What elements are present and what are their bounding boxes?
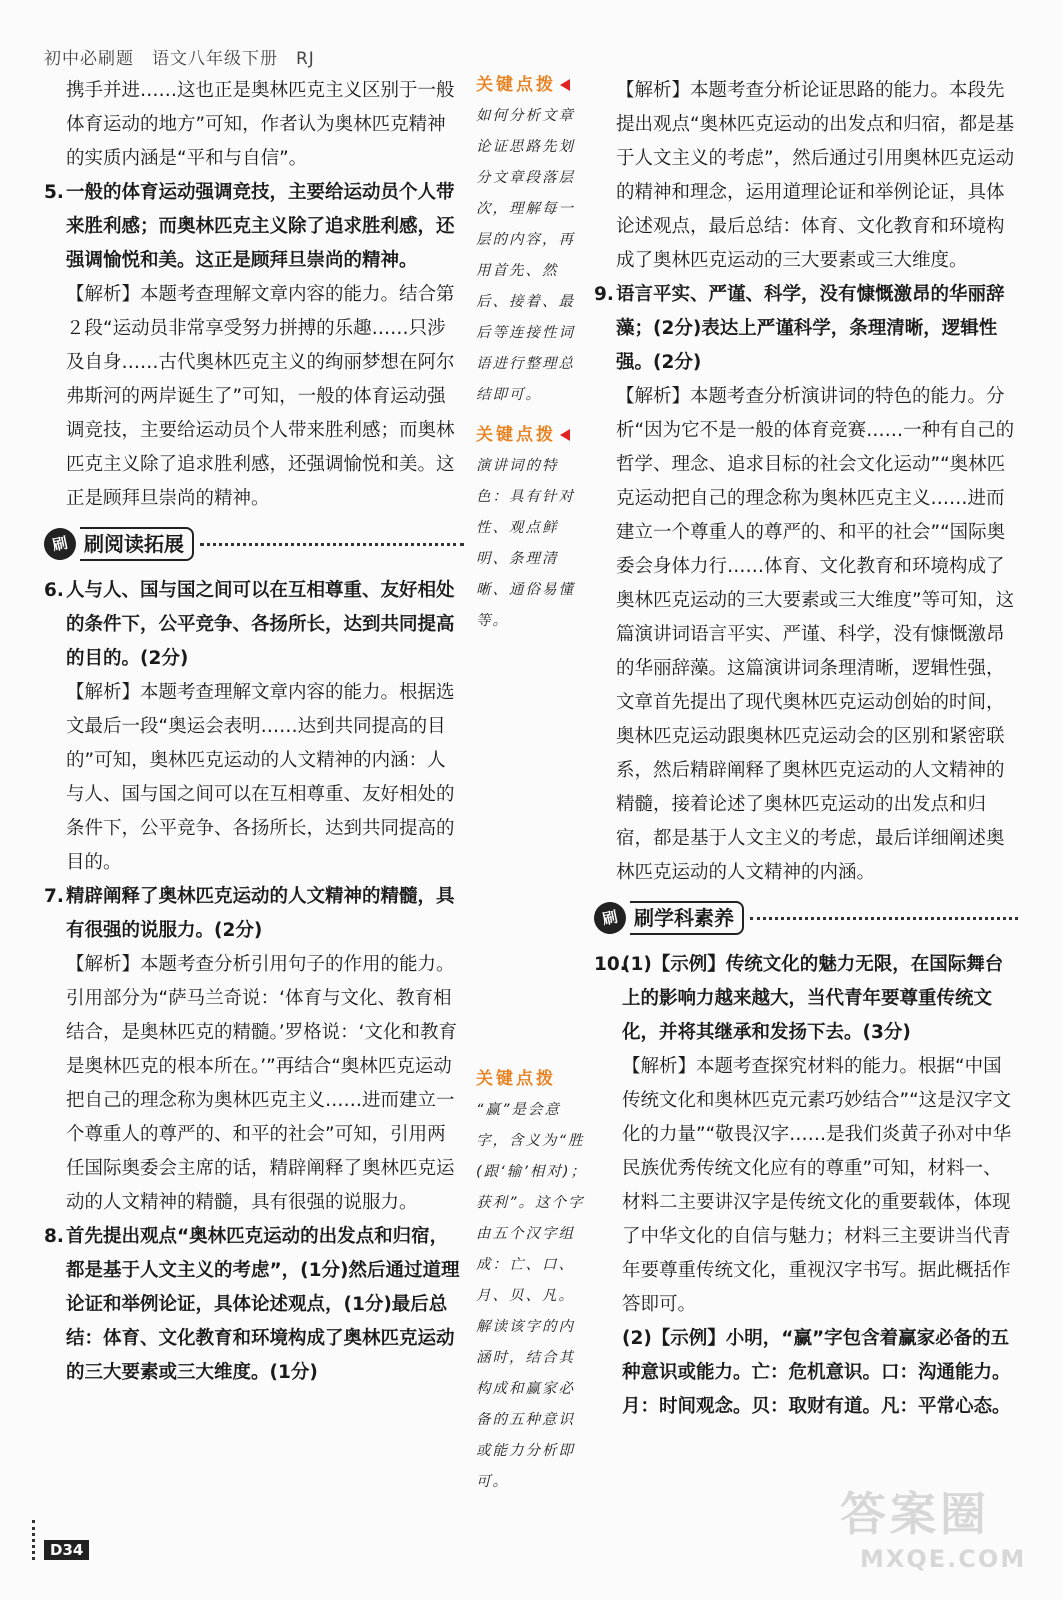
page-footer	[44, 1540, 89, 1560]
page-margin-dots	[32, 1520, 38, 1560]
q8-analysis: 【解析】本题考查分析论证思路的能力。本段先提出观点“奥林匹克运动的出发点和归宿，都是基于人文主义的考虑”，然后通过引用奥林匹克运动的精神和理念，运用道理论证和举例论证，具体论述观点，最后总结：体育、文化教育和环境构成了奥林匹克运动的三大要素或三大维度。	[616, 80, 1015, 271]
section-reading-extension	[44, 524, 464, 564]
q5-analysis: 【解析】本题考查理解文章内容的能力。结合第２段“运动员非常享受努力拼搏的乐趣……只涉及自身……古代奥林匹克主义的绚丽梦想在阿尔弗斯河的两岸诞生了”可知，一般的体育运动强调竞技，主要给运动员个人带来胜利感；而奥林匹克主义除了追求胜利感，还强调愉悦和美。这正是顾拜旦崇尚的精神。	[66, 284, 455, 509]
side-tip-1	[476, 70, 588, 411]
section-title: 刷阅读拓展	[80, 527, 194, 561]
section-subject-literacy	[594, 898, 1018, 938]
q7-answer: 7. 精辟阐释了奥林匹克运动的人文精神的精髓，具有很强的说服力。(2分)	[44, 886, 455, 941]
side-tip-2	[476, 420, 588, 637]
side-tip-title: 关键点拨	[476, 70, 588, 101]
side-tip-title: 关键点拨	[476, 420, 588, 451]
q7-analysis: 【解析】本题考查分析引用句子的作用的能力。引用部分为“萨马兰奇说：‘体育与文化、教育相结合，是奥林匹克的精髓。’罗格说：‘文化和教育是奥林匹克的根本所在。’”再结合“奥林匹克运动把自己的理念称为奥林匹克主义……进而建立一个尊重人的尊严的、和平的社会”可知，引用两任国际奥委会主席的话，精辟阐释了奥林匹克运动的人文精神的精髓，具有很强的说服力。	[66, 954, 458, 1213]
dotted-divider	[200, 543, 464, 546]
watermark-url: MXQE.COM	[860, 1545, 1027, 1573]
side-tip-body: 如何分析文章论证思路先划分文章段落层次，理解每一层的内容，再用首先、然后、接着、最后等连接性词语进行整理总结即可。	[476, 108, 575, 403]
q6-analysis: 【解析】本题考查理解文章内容的能力。根据选文最后一段“奥运会表明……达到共同提高的目的”可知，奥林匹克运动的人文精神的内涵：人与人、国与国之间可以在互相尊重、友好相处的条件下，公平竞争、各扬所长，达到共同提高的目的。	[66, 682, 455, 873]
q10-answer: 10.(1)【示例】传统文化的魅力无限，在国际舞台上的影响力越来越大，当代青年要尊重传统文化，并将其继承和发扬下去。(3分)	[594, 954, 1004, 1043]
side-tip-3	[476, 1064, 588, 1498]
q6-answer: 6. 人与人、国与国之间可以在互相尊重、友好相处的条件下，公平竞争、各扬所长，达到共同提高的目的。(2分)	[44, 580, 455, 669]
watermark-logo: 答案圈	[840, 1487, 990, 1541]
section-badge-icon: 刷	[41, 525, 79, 563]
left-column	[44, 74, 464, 1390]
q4-continuation: 携手并进……这也正是奥林匹克主义区别于一般体育运动的地方”可知，作者认为奥林匹克精神的实质内涵是“平和与自信”。	[66, 80, 455, 169]
dotted-divider	[750, 917, 1018, 920]
q5-answer: 5. 一般的体育运动强调竞技，主要给运动员个人带来胜利感；而奥林匹克主义除了追求胜利感，还强调愉悦和美。这正是顾拜旦崇尚的精神。	[44, 182, 455, 271]
pointer-arrow-icon	[560, 79, 570, 91]
page-header: 初中必刷题 语文八年级下册 RJ	[44, 49, 315, 69]
q9-answer: 9. 语言平实、严谨、科学，没有慷慨激昂的华丽辞藻；(2分)表达上严谨科学，条理清晰，逻辑性强。(2分)	[594, 284, 1005, 373]
side-tip-body: “赢”是会意字，含义为“胜(跟‘输’相对)；获利”。这个字由五个汉字组成：亡、口、月、贝、凡。解读该字的内涵时，结合其构成和赢家必备的五种意识或能力分析即可。	[476, 1102, 588, 1490]
right-column	[594, 74, 1018, 1424]
section-badge-icon: 刷	[591, 899, 629, 937]
section-title: 刷学科素养	[630, 901, 744, 935]
pointer-arrow-icon	[560, 429, 570, 441]
side-tip-title: 关键点拨	[476, 1069, 556, 1089]
q8-answer: 8. 首先提出观点“奥林匹克运动的出发点和归宿，都是基于人文主义的考虑”，(1分)然后通过道理论证和举例论证，具体论述观点，(1分)最后总结：体育、文化教育和环境构成了奥林匹克运动的三大要素或三大维度。(1分)	[44, 1226, 460, 1383]
q10-part2-answer: (2)【示例】小明，“赢”字包含着赢家必备的五种意识或能力。亡：危机意识。口：沟通能力。月：时间观念。贝：取财有道。凡：平常心态。	[622, 1328, 1011, 1417]
side-tip-body: 演讲词的特色：具有针对性、观点鲜明、条理清晰、通俗易懂等。	[476, 458, 575, 629]
q9-analysis: 【解析】本题考查分析演讲词的特色的能力。分析“因为它不是一般的体育竞赛……一种有自己的哲学、理念、追求目标的社会文化运动”“奥林匹克运动把自己的理念称为奥林匹克主义……进而建立一个尊重人的尊严的、和平的社会”“国际奥委会身体力行……体育、文化教育和环境构成了奥林匹克运动的三大要素或三大维度”等可知，这篇演讲词语言平实、严谨、科学，没有慷慨激昂的华丽辞藻。这篇演讲词条理清晰，逻辑性强，文章首先提出了现代奥林匹克运动创始的时间，奥林匹克运动跟奥林匹克运动会的区别和紧密联系，然后精辟阐释了奥林匹克运动的人文精神的精髓，接着论述了奥林匹克运动的出发点和归宿，都是基于人文主义的考虑，最后详细阐述奥林匹克运动的人文精神的内涵。	[616, 386, 1015, 883]
q10-analysis: 【解析】本题考查探究材料的能力。根据“中国传统文化和奥林匹克元素巧妙结合”“这是汉字文化的力量”“敬畏汉字……是我们炎黄子孙对中华民族优秀传统文化应有的尊重”可知，材料一、材料二主要讲汉字是传统文化的重要载体，体现了中华文化的自信与魅力；材料三主要讲当代青年要尊重传统文化，重视汉字书写。据此概括作答即可。	[622, 1056, 1012, 1315]
page-number: D34	[44, 1540, 89, 1560]
